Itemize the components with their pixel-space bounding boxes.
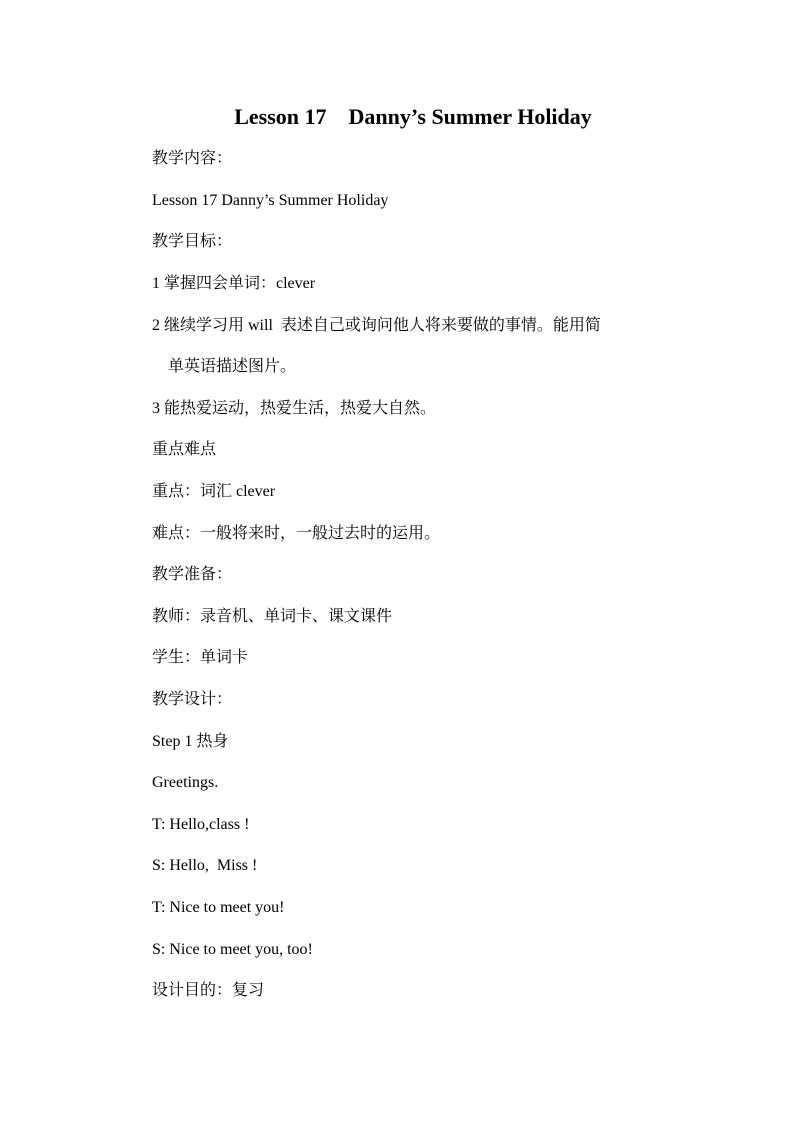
section-heading-key-points: 重点难点	[152, 441, 217, 458]
section-heading-design: 教学设计：	[152, 691, 233, 708]
objective-2: 2 继续学习用 will 表述自己或询问他人将来要做的事情。能用简	[152, 317, 601, 334]
greetings: Greetings.	[152, 774, 219, 791]
dialogue-line-3: T: Nice to meet you!	[152, 899, 285, 916]
objective-2-continued: 单英语描述图片。	[168, 358, 297, 375]
dialogue-line-2: S: Hello, Miss !	[152, 857, 258, 874]
student-preparation: 学生：单词卡	[152, 649, 249, 666]
key-point: 重点：词汇 clever	[152, 483, 276, 500]
dialogue-line-4: S: Nice to meet you, too!	[152, 941, 313, 958]
section-heading-preparation: 教学准备：	[152, 566, 233, 583]
step-1-heading: Step 1 热身	[152, 733, 229, 750]
objective-1: 1 掌握四会单词：clever	[152, 275, 316, 292]
lesson-name: Lesson 17 Danny’s Summer Holiday	[152, 192, 389, 209]
teacher-preparation: 教师：录音机、单词卡、课文课件	[152, 608, 393, 625]
objective-3: 3 能热爱运动，热爱生活，热爱大自然。	[152, 400, 437, 417]
section-heading-content: 教学内容：	[152, 150, 233, 167]
document-title: Lesson 17 Danny’s Summer Holiday	[234, 104, 592, 129]
design-purpose: 设计目的：复习	[152, 982, 265, 999]
section-heading-objectives: 教学目标：	[152, 233, 233, 250]
difficult-point: 难点：一般将来时，一般过去时的运用。	[152, 525, 441, 542]
dialogue-line-1: T: Hello,class !	[152, 816, 250, 833]
